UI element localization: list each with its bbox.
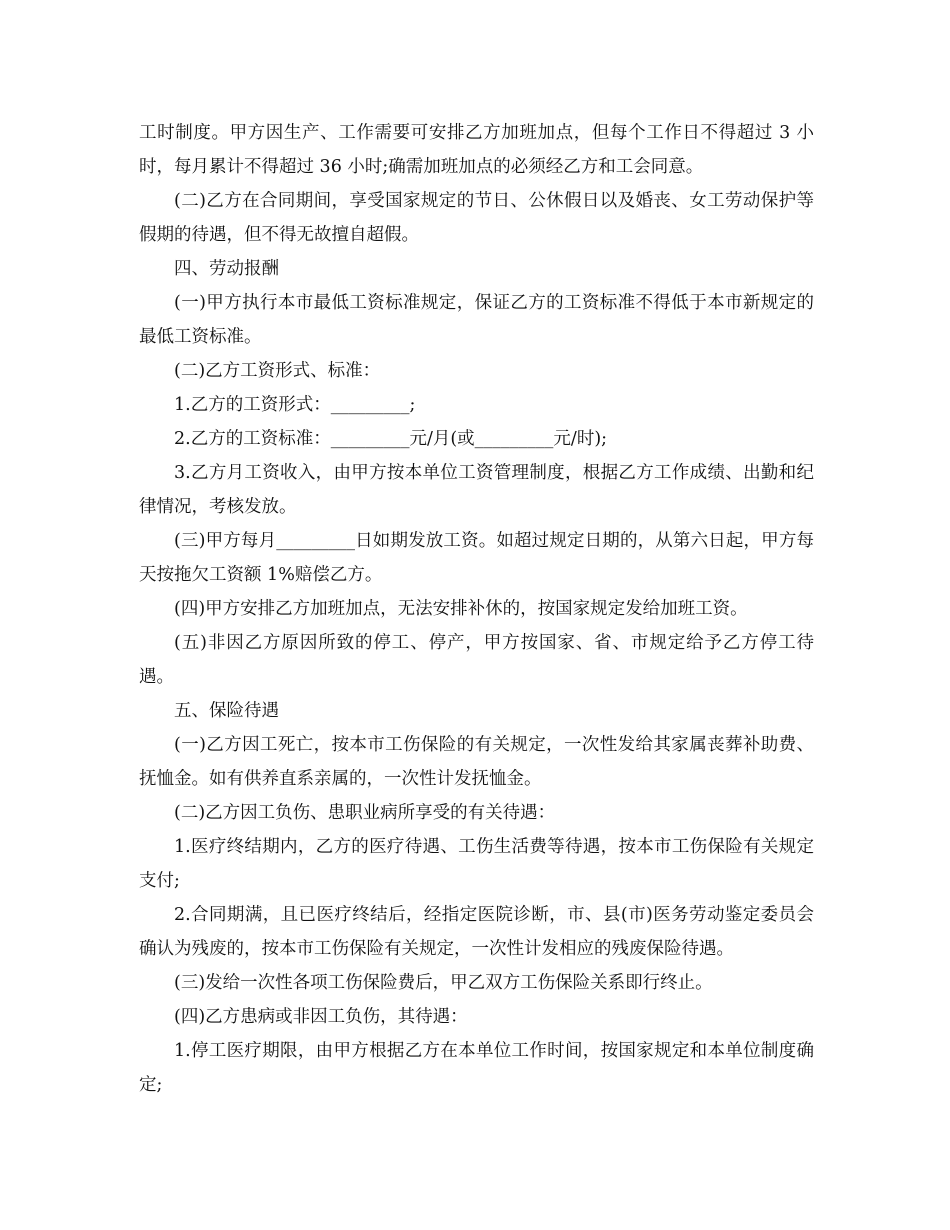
paragraph: 2.乙方的工资标准：_________元/月(或_________元/时); <box>174 429 608 449</box>
paragraph: 1.停工医疗期限，由甲方根据乙方在本单位工作时间，按国家规定和本单位制度确定; <box>139 1041 814 1095</box>
document-body <box>139 116 814 1102</box>
paragraph: 1.医疗终结期内，乙方的医疗待遇、工伤生活费等待遇，按本市工伤保险有关规定支付; <box>139 837 814 891</box>
paragraph: (二)乙方在合同期间，享受国家规定的节日、公休假日以及婚丧、女工劳动保护等假期的待遇，但不得无故擅自超假。 <box>139 191 814 245</box>
paragraph: 3.乙方月工资收入，由甲方按本单位工资管理制度，根据乙方工作成绩、出勤和纪律情况，考核发放。 <box>139 463 814 517</box>
paragraph: (二)乙方工资形式、标准： <box>174 361 381 381</box>
paragraph: (三)甲方每月_________日如期发放工资。如超过规定日期的，从第六日起，甲方每天按拖欠工资额 1%赔偿乙方。 <box>139 531 814 585</box>
paragraph: (一)甲方执行本市最低工资标准规定，保证乙方的工资标准不得低于本市新规定的最低工资标准。 <box>139 293 814 347</box>
paragraph: (四)乙方患病或非因工负伤，其待遇： <box>174 1007 468 1027</box>
paragraph: (四)甲方安排乙方加班加点，无法安排补休的，按国家规定发给加班工资。 <box>174 599 748 619</box>
paragraph: (二)乙方因工负伤、患职业病所享受的有关待遇： <box>174 803 556 823</box>
section-heading: 五、保险待遇 <box>174 701 279 721</box>
paragraph: (五)非因乙方原因所致的停工、停产，甲方按国家、省、市规定给予乙方停工待遇。 <box>139 633 814 687</box>
paragraph: 1.乙方的工资形式：_________; <box>174 395 416 415</box>
paragraph: 工时制度。甲方因生产、工作需要可安排乙方加班加点，但每个工作日不得超过 3 小时，每月累计不得超过 36 小时;确需加班加点的必须经乙方和工会同意。 <box>139 123 814 177</box>
paragraph: (一)乙方因工死亡，按本市工伤保险的有关规定，一次性发给其家属丧葬补助费、抚恤金。如有供养直系亲属的，一次性计发抚恤金。 <box>139 735 814 789</box>
paragraph: 2.合同期满，且已医疗终结后，经指定医院诊断，市、县(市)医务劳动鉴定委员会确认为残废的，按本市工伤保险有关规定，一次性计发相应的残废保险待遇。 <box>139 905 814 959</box>
section-heading: 四、劳动报酬 <box>174 259 279 279</box>
paragraph: (三)发给一次性各项工伤保险费后，甲乙双方工伤保险关系即行终止。 <box>174 973 713 993</box>
